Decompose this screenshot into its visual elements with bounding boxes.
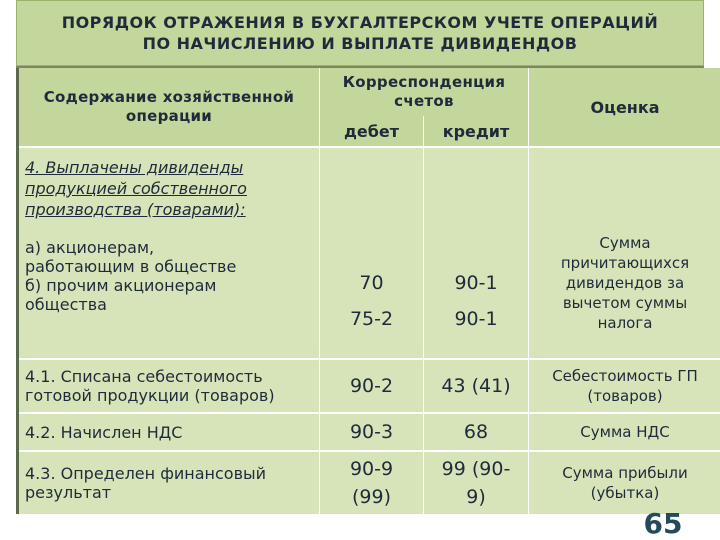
header-correspondence: Корреспонденция счетов xyxy=(342,73,506,110)
row-42-credit-cell xyxy=(424,414,528,450)
section-title-cell xyxy=(19,148,319,228)
title-line-2: ПО НАЧИСЛЕНИЮ И ВЫПЛАТЕ ДИВИДЕНДОВ xyxy=(142,34,578,53)
section-debit-cell xyxy=(320,148,423,228)
row-43-content: 4.3. Определен финансовый результат xyxy=(25,464,267,502)
row-a-credit: 90-1 xyxy=(454,272,498,294)
row-b-debit: 75-2 xyxy=(349,308,394,330)
row-43-credit: 99 (90-9) xyxy=(441,458,511,508)
row-41-credit-cell xyxy=(424,360,528,412)
header-correspondence-cell xyxy=(320,68,528,116)
header-credit: кредит xyxy=(442,121,510,141)
row-b-credit: 90-1 xyxy=(454,308,498,330)
row-41-debit-cell xyxy=(320,360,423,412)
row-42-content-cell xyxy=(19,414,319,450)
slide-title xyxy=(16,0,704,66)
row-41-content-cell xyxy=(19,360,319,412)
row-41-evaluation: Себестоимость ГП (товаров) xyxy=(552,367,698,405)
row-a-debit: 70 xyxy=(359,272,384,294)
row-ab-evaluation: Сумма причитающихся дивидендов за вычетом суммы налога xyxy=(560,234,690,332)
row-42-evaluation: Сумма НДС xyxy=(580,423,670,441)
header-content-cell xyxy=(19,68,319,146)
row-42-debit-cell xyxy=(320,414,423,450)
row-43-debit: 90-9 (99) xyxy=(349,458,394,508)
row-ab-credit-cell xyxy=(424,228,528,358)
row-43-content-cell xyxy=(19,452,319,514)
row-42-content: 4.2. Начислен НДС xyxy=(25,422,183,442)
row-42-evaluation-cell xyxy=(529,414,720,450)
title-line-1: ПОРЯДОК ОТРАЖЕНИЯ В БУХГАЛТЕРСКОМ УЧЕТЕ ОПЕРАЦИЙ xyxy=(61,13,659,32)
row-ab-debit-cell xyxy=(320,228,423,358)
header-content: Содержание хозяйственной операции xyxy=(43,88,295,125)
header-debit: дебет xyxy=(343,121,400,141)
section-credit-cell xyxy=(424,148,528,228)
row-ab-content-cell xyxy=(19,228,319,358)
header-evaluation: Оценка xyxy=(590,97,660,117)
row-43-evaluation: Сумма прибыли (убытка) xyxy=(562,464,688,502)
row-ab-content xyxy=(19,228,261,314)
row-41-credit: 43 (41) xyxy=(441,375,511,397)
section-title: 4. Выплачены дивиденды продукцией собственного производства (товарами): xyxy=(25,157,247,219)
row-ab-evaluation-cell xyxy=(529,148,720,358)
row-41-debit: 90-2 xyxy=(349,375,394,397)
row-b-content: б) прочим акционерам общества xyxy=(25,276,217,314)
row-a-content: а) акционерам, работающим в обществе xyxy=(25,238,237,276)
row-42-credit: 68 xyxy=(463,421,489,443)
row-43-evaluation-cell xyxy=(529,452,720,514)
header-credit-cell xyxy=(424,116,528,146)
header-debit-cell xyxy=(320,116,423,146)
row-41-evaluation-cell xyxy=(529,360,720,412)
row-43-debit-cell xyxy=(320,452,423,514)
row-42-debit: 90-3 xyxy=(349,421,394,443)
page-number: 65 xyxy=(643,507,683,540)
header-evaluation-cell xyxy=(529,68,720,146)
row-41-content: 4.1. Списана себестоимость готовой продукции (товаров) xyxy=(25,367,275,405)
row-43-credit-cell xyxy=(424,452,528,514)
dividends-table xyxy=(19,68,720,514)
